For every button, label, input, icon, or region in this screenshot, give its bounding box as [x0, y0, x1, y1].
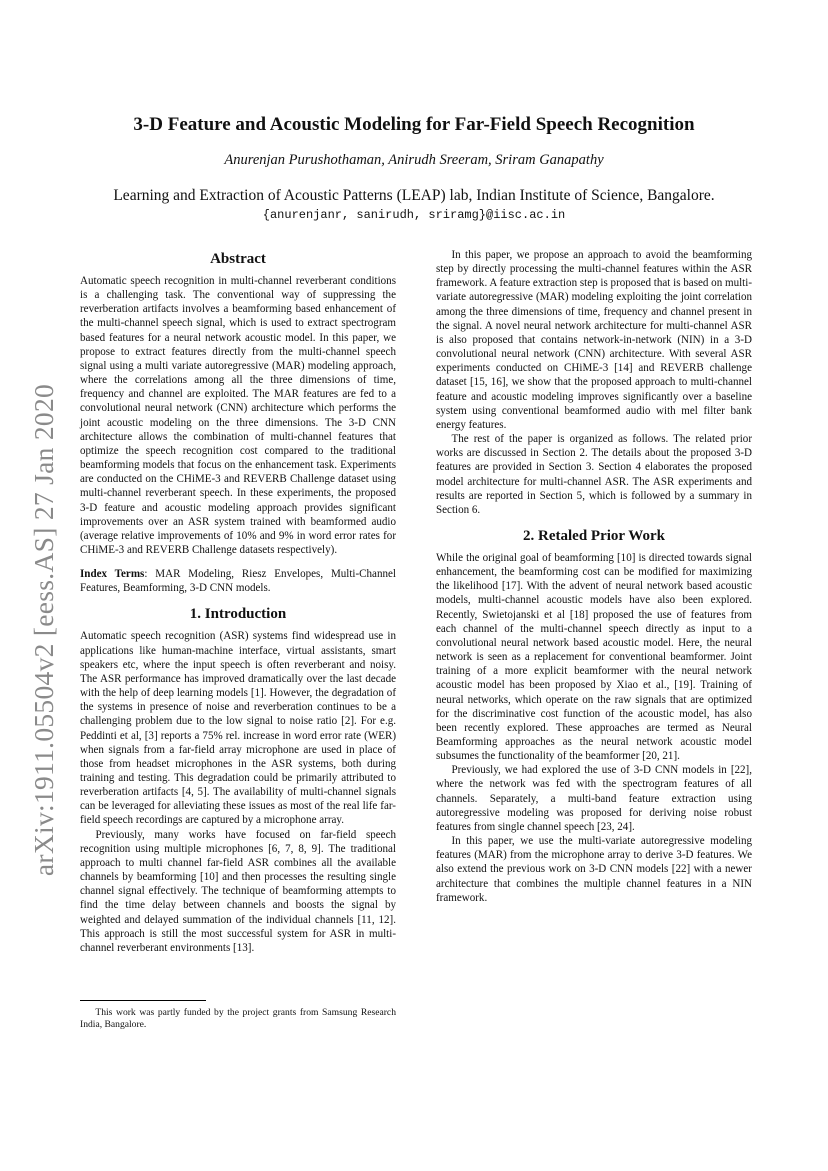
- prior-work-paragraph-2: Previously, we had explored the use of 3-D CNN models in [22], where the network was fed with the spectrogram features of all channels. Separately, a multi-band feature extraction using autoregressive modeling was proposed for deriving noise robust features from single channel speech [23, 24].: [436, 764, 752, 833]
- introduction-paragraph-4: The rest of the paper is organized as follows. The related prior works are discussed in Section 2. The details about the proposed 3-D features are provided in Section 3. Section 4 elaborates the proposed model architecture for multi-channel ASR. The ASR experiments and results are reported in Section 5, which is followed by a summary in Section 6.: [436, 433, 752, 516]
- index-terms-text: : MAR Modeling, Riesz Envelopes, Multi-Channel Features, Beamforming, 3-D CNN models.: [80, 568, 396, 595]
- abstract-text: Automatic speech recognition in multi-channel reverberant conditions is a challenging task. The conventional way of suppressing the reverberation artifacts involves a beamforming based enhancement of the multi-channel speech signal, which is used to extract spectrogram based features for a neural network acoustic model. In this paper, we propose to extract features directly from the multi-channel speech signal using a multi variate autoregressive (MAR) modeling approach, where the correlations among all the three dimensions of time, frequency and channel are exploited. The MAR features are fed to a convolutional neural network (CNN) architecture which performs the joint acoustic modeling on the three dimensions. The 3-D CNN architecture allows the combination of multi-channel features that optimize the speech recognition cost compared to the traditional beamforming models that focus on the enhancement task. Experiments are conducted on the CHiME-3 and REVERB Challenge dataset using multi-channel reverberant speech. In these experiments, the proposed 3-D feature and acoustic modeling approach provides significant improvements over an ASR system trained with beamformed audio (average relative improvements of 10% and 9% in word error rates for CHiME-3 and REVERB Challenge datasets respectively).: [80, 275, 396, 556]
- paper-title: 3-D Feature and Acoustic Modeling for Far-Field Speech Recognition: [133, 114, 695, 135]
- index-terms-label: Index Terms: [80, 568, 145, 581]
- affiliation: Learning and Extraction of Acoustic Patterns (LEAP) lab, Indian Institute of Science, Bangalore.: [113, 187, 715, 204]
- prior-work-heading: 2. Retaled Prior Work: [523, 527, 665, 544]
- authors: Anurenjan Purushothaman, Anirudh Sreeram, Sriram Ganapathy: [224, 152, 604, 168]
- right-column: [436, 248, 752, 905]
- introduction-heading: 1. Introduction: [189, 606, 287, 623]
- footnote: This work was partly funded by the project grants from Samsung Research India, Bangalore.: [80, 1007, 396, 1031]
- index-terms: [80, 567, 396, 595]
- prior-work-paragraph-3: In this paper, we use the multi-variate autoregressive modeling features (MAR) from the microphone array to derive 3-D features. We also extend the previous work on 3-D CNN models [22] with a newer architecture that combines the multiple channel features in a NIN framework.: [436, 835, 752, 904]
- prior-work-paragraph-1: While the original goal of beamforming [10] is directed towards signal enhancement, the beamforming cost can be modified for maximizing the likelihood [17]. With the advent of neural network based acoustic models, multi-channel acoustic models have also been explored. Recently, Swietojanski et al [18] proposed the use of features from each channel of the multi-channel speech directly as input to a convolutional neural network based acoustic model. Here, the neural network is seen as a replacement for conventional beamformer. Joint training of a more explicit beamformer with the neural network acoustic model has been proposed by Xiao et al., [19]. Training of neural networks, which operate on the raw signals that are optimized for the discriminative cost function of the acoustic model, has also been recently explored. These approaches are termed as Neural Beamforming approaches as the neural network acoustic model subsumes the functionality of the beamformer [20, 21].: [436, 551, 752, 763]
- introduction-paragraph-1: Automatic speech recognition (ASR) systems find widespread use in applications like human-machine interface, virtual assistants, smart speakers etc, where the input speech is often reverberant and noisy. The ASR performance has improved dramatically over the last decade with the help of deep learning models [1]. However, the degradation of the systems in presence of noise and reverberation continues to be a challenging problem due to the low signal to noise ratio [2]. For e.g. Peddinti et al, [3] reports a 75% rel. increase in word error rate (WER) when signals from a far-field array microphone are used in place of those from headset microphones in the ASR systems, both during training and testing. This degradation could be primarily attributed to reverberation artifacts [4, 5]. The availability of multi-channel signals can be leveraged for alleviating these issues as most of the real life far-field speech recordings are captured by a microphone array.: [80, 630, 396, 827]
- introduction-paragraph-3: In this paper, we propose an approach to avoid the beamforming step by directly processing the multi-channel features within the ASR framework. A feature extraction step is proposed that is based on multi-variate autoregressive (MAR) modeling exploiting the joint correlation among the three dimensions of time, frequency and channel present in the signal. A novel neural network architecture for multi-channel ASR is also proposed that contains network-in-network (NIN) in a 3-D convolutional neural network (CNN) architecture. With several ASR experiments conducted on CHiME-3 [14] and REVERB challenge dataset [15, 16], we show that the proposed approach to multi-channel feature and acoustic modeling improves significantly over a baseline system using conventional beamformed audio with mel filter bank energy features.: [436, 249, 752, 431]
- left-column: [80, 250, 396, 955]
- abstract-heading: Abstract: [210, 251, 266, 267]
- email: {anurenjanr, sanirudh, sriramg}@iisc.ac.in: [262, 208, 566, 222]
- arxiv-stamp: arXiv:1911.05504v2 [eess.AS] 27 Jan 2020: [28, 383, 59, 877]
- introduction-paragraph-2: Previously, many works have focused on far-field speech recognition using multiple microphones [6, 7, 8, 9]. The traditional approach to multi channel far-field ASR combines all the available channels by beamforming [10] and then processes the resulting single channel signal effectively. The technique of beamforming attempts to find the time delay between channels and boosts the signal by weighted and delayed summation of the individual channels [11, 12]. This approach is still the most successful system for ASR in multi-channel reverberant environments [13].: [80, 828, 396, 954]
- footnote-rule: [80, 1000, 206, 1001]
